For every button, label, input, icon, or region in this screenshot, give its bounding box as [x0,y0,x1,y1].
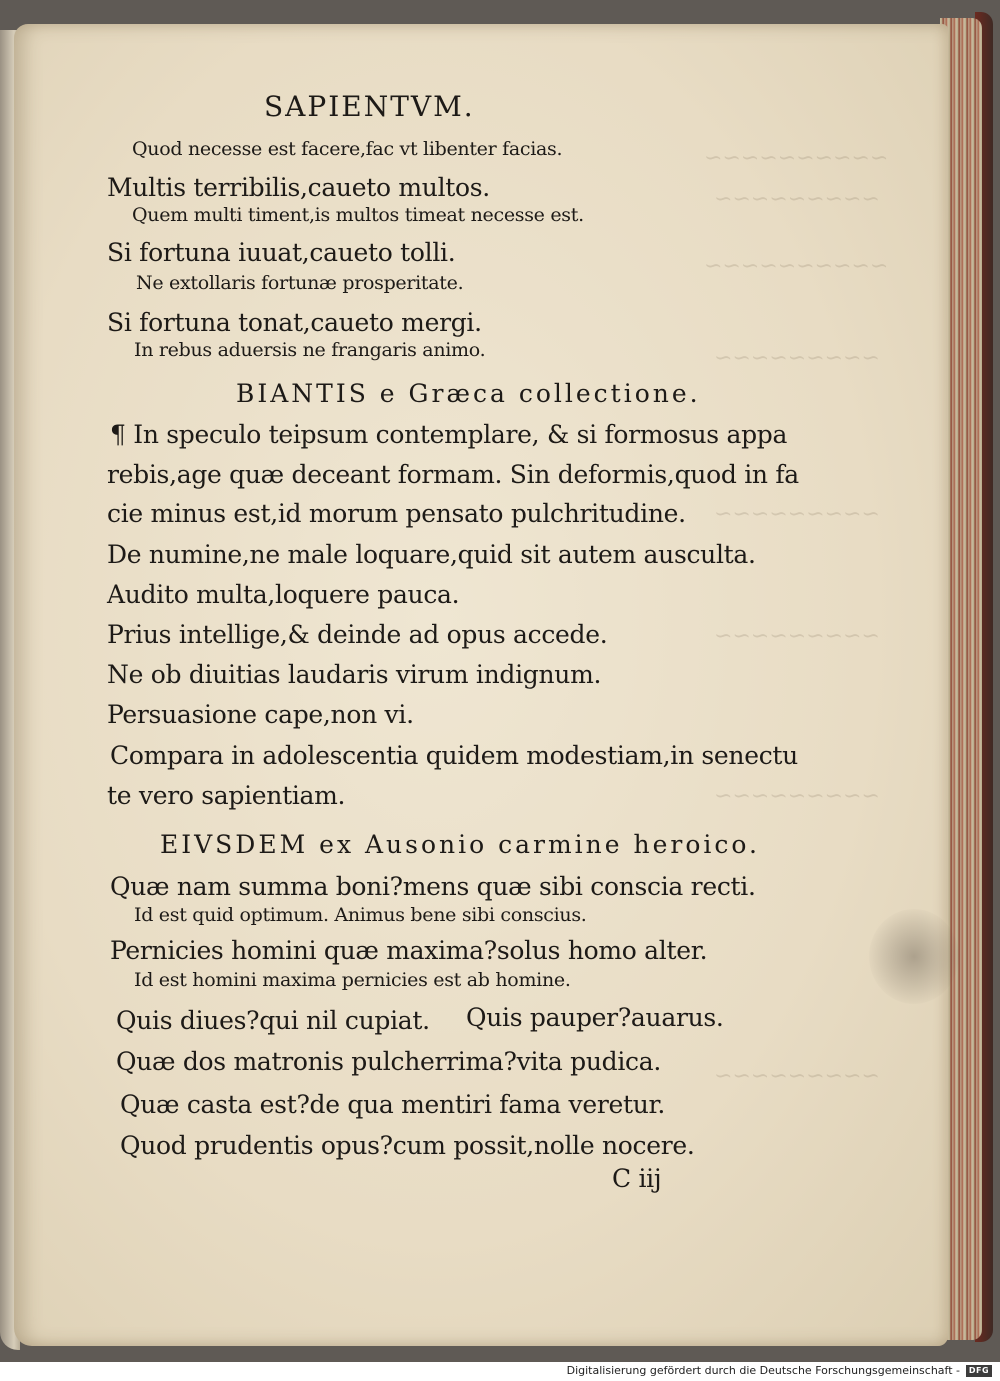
text-line: Ne ob diuitias laudaris virum indignum. [107,660,602,689]
footer-credit: Digitalisierung gefördert durch die Deutsche Forschungsgemeinschaft - [566,1364,960,1377]
text-line: ¶ In speculo teipsum contemplare, & si formosus appa [110,420,788,449]
text-line: Audito multa,loquere pauca. [107,580,460,609]
text-line: Si fortuna iuuat,caueto tolli. [107,238,456,267]
section-heading: BIANTIS e Græca collectione. [236,379,701,408]
text-line: Quod prudentis opus?cum possit,nolle nocere. [120,1131,695,1160]
text-line: De numine,ne male loquare,quid sit autem ausculta. [107,540,756,569]
text-line: Quæ casta est?de qua mentiri fama veretur. [120,1090,666,1119]
text-line: te vero sapientiam. [107,781,346,810]
text-line: Si fortuna tonat,caueto mergi. [107,308,482,337]
text-line: In rebus aduersis ne frangaris animo. [134,339,486,361]
text-line: Id est quid optimum. Animus bene sibi conscius. [134,904,587,926]
footer-bar [0,1362,1000,1381]
running-head: SAPIENTVM. [264,90,475,123]
text-line: Compara in adolescentia quidem modestiam,in senectu [110,741,798,770]
text-line: Quæ dos matronis pulcherrima?vita pudica. [116,1047,661,1076]
text-line: Quem multi timent,is multos timeat necesse est. [132,204,584,226]
text-line: Prius intellige,& deinde ad opus accede. [107,620,608,649]
dfg-logo-icon: DFG [966,1365,992,1377]
text-line: rebis,age quæ deceant formam. Sin deformis,quod in fa [107,460,799,489]
text-line: Quis diues?qui nil cupiat. [116,1006,430,1035]
text-line: Quis pauper?auarus. [466,1003,724,1032]
text-line: Persuasione cape,non vi. [107,700,414,729]
text-line: Id est homini maxima pernicies est ab homine. [134,969,571,991]
text-line: Quæ nam summa boni?mens quæ sibi conscia recti. [110,872,756,901]
text-line: Quod necesse est facere,fac vt libenter facias. [132,138,563,160]
text-line: cie minus est,id morum pensato pulchritudine. [107,499,686,528]
text-line: Ne extollaris fortunæ prosperitate. [136,272,464,294]
text-line: Pernicies homini quæ maxima?solus homo alter. [110,936,708,965]
book-page: ~~~~~~~~~~ ~~~~~~~~~ ~~~~~~~~~~ ~~~~~~~~~ ~~~~~~~~~ ~~~~~~~~~ ~~~~~~~~~ ~~~~~~~~~ SAPIENTVM. Quod necesse est facere,fac vt libenter facias. Multis terribilis,caueto multos. Quem multi timent,is multos timeat necesse est. Si fortuna iuuat,caueto tolli. Ne extollaris fortunæ prosperitate. Si fortuna tonat,caueto mergi. In rebus aduersis ne frangaris animo. BIANTIS e Græca collectione. ¶ In speculo teipsum contemplare, & si formosus appa rebis,age quæ deceant formam. Sin deformis,quod in fa cie minus est,id morum pensato pulchritudine. De numine,ne male loquare,quid sit autem ausculta. Audito multa,loquere pauca. Prius intellige,& deinde ad opus accede. Ne ob diuitias laudaris virum indignum. Persuasione cape,non vi. Compara in adolescentia quidem modestiam,in senectu te vero sapientiam. EIVSDEM ex Ausonio carmine heroico. Quæ nam summa boni?mens quæ sibi conscia recti. Id est quid optimum. Animus bene sibi conscius. Pernicies homini quæ maxima?solus homo alter. Id est homini maxima pernicies est ab homine. Quis diues?qui nil cupiat. Quis pauper?auarus. Quæ dos matronis pulcherrima?vita pudica. Quæ casta est?de qua mentiri fama veretur. Quod prudentis opus?cum possit,nolle nocere. C iij [14,24,948,1346]
text-line: Multis terribilis,caueto multos. [107,173,490,202]
section-heading: EIVSDEM ex Ausonio carmine heroico. [160,830,760,859]
ink-smudge [869,909,959,1004]
signature-mark: C iij [612,1164,662,1193]
